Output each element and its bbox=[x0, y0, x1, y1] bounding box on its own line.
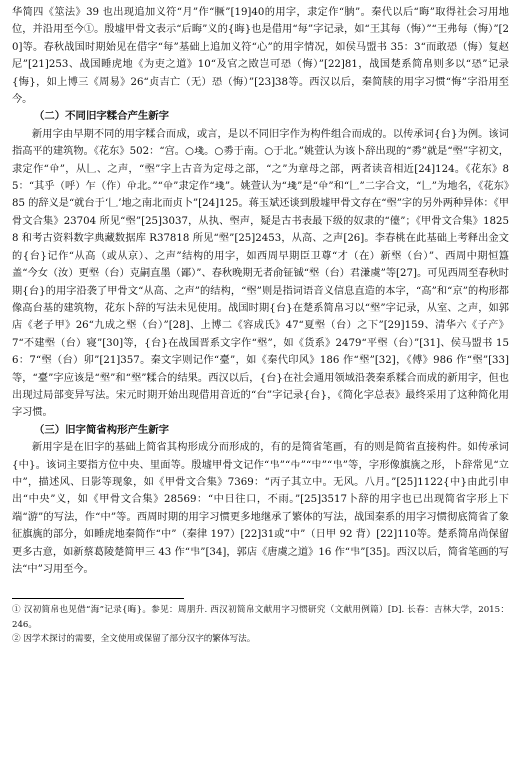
footnote: ② 因学术探讨的需要，全文使用或保留了部分汉字的繁体写法。 bbox=[12, 634, 256, 645]
section-heading: （三）旧字简省构形产生新字 bbox=[34, 423, 170, 436]
footnote-divider bbox=[12, 598, 184, 599]
body-paragraph: 新用字是在旧字的基础上简省其构形成分而形成的，有的是简省笔画，有的则是简省直接构件。如传承词{中}。该词主要指方位中央、里面等。殷墟甲骨文记作“𠁧”“𠁩”“𠁦”“𠁧”等，字形像旗旐之形，卜辞常见“立中”，描述风、日影等现象，如《甲骨文合集》7369：“丙子其立中。无风。八月。”[25]1122{中}由此引申出“中央”义，如《甲骨文合集》28569：“中日往口，不雨。”[25]3517卜辞的用字也已出现简省字形上下端“游”的写法，作“中”等。西周时期的用字习惯更多地继承了繁体的写法，战国秦系的用字习惯彻底简省了象征旗旐的部分，如睡虎地秦简作“中”（秦律 197）[22]31或“中”（日甲 92 背）[22]110等。楚系简帛尚保留更多古意，如新蔡葛陵楚简甲三 43 作“𠁧”[34]，郭店《唐虞之道》16 作“𠁧”[35]。西汉以后，简省笔画的写法“中”习用至今。 bbox=[12, 442, 509, 575]
spacer bbox=[12, 578, 509, 592]
section-heading: （二）不同旧字糅合产生新字 bbox=[34, 110, 170, 123]
footnote: ① 汉初简帛也见借“海”记录{晦}。参见：周朋升. 西汉初简帛文献用字习惯研究（文献用例篇）[D]. 长春：吉林大学，2015：246。 bbox=[12, 605, 509, 630]
body-paragraph: 新用字由早期不同的用字糅合而成，或言，是以不同旧字作为构件组合而成的。以传承词{台}为例。该词指高平的建筑物。《花东》502：“宫。○𡍌。○𠢏于南。○于北。”姚萱认为该卜辞出现的“𠢏”就是“𡎺”字初文，隶定作“𠔈”，从𠃊、之声，“𡎺”字上古音为定母之部，“之”为章母之部，两者读音相近[24]124。《花东》85：“其乎（呼）乍（作）𠔈北。”“𠔈”隶定作“𡍌”。姚萱认为“𡍌”是“𠔈”和“𠃊”二字合文，“𠃊”为地名，《花东》85 的辞义是“就台于‘𠃊’地之南北而贞卜”[24]125。蒋玉斌还谈到殷墟甲骨文存在“𡎺”字的另外两种异体：《甲骨文合集》23704 所见“𡎺”[25]3037，从执、𡎺声，疑是古书表最下级的奴隶的“儓”；《甲骨文合集》18258 和考古资料数字典藏数据库 R37818 所见“𡎺”[25]2453，从高、之声[26]。李春桃在此基础上考释出金文的{台}记作“从高（或从京）、之声”结构的用字，如西周早期臣卫尊“才（在）新𡎺（台）”、西周中期恒簋盖“今女（汝）更𡎺（台）克嗣直墨（鄙）”、春秋晚期无者俞钲铖“𡎺（台）君溓虞”等[27]。可见西周至春秋时期{台}的用字沿袭了甲骨文“从高、之声”的结构，“𡎺”则是指词语音义信息直造的本字，“高”和“京”的构形都像高台基的建筑物，花东卜辞的写法未见使用。战国时期{台}在楚系简帛习以“𡎺”字记录，从室、之声，如郭店《老子甲》26“九成之𡎺（台）”[28]、上博二《容成氏》47“夏𡎺（台）之下”[29]159、清华六《子产》7“不建𡎺（台）寝”[30]等，{台}在战国晋系文字作“𡎺”，如《货系》2479“平𡎺（台）”[31]、侯马盟书 156：7“𡎺（台）卯”[21]357。秦文字则记作“臺”，如《秦代印风》186 作“𡎺”[32]，《傅》986 作“𡎺”[33]等，“臺”字应该是“𡎺”和“𡎺”糅合的结果。西汉以后，{台}在社会通用领域沿袭秦系糅合而成的新用字，但也出现过局部变异写法。宋元时期开始出现借用音近的“台”字记录{台}，《简化字总表》最终采用了这种简化用字习惯。 bbox=[12, 128, 509, 419]
body-paragraph: 华简四《筮法》39 也出现追加义符“月”作“𦠑”[19]40的用字，隶定作“朒”。秦代以后“晦”取得社会习用地位，并沿用至今①。殷墟甲骨文表示“后晦”义的{晦}也是借用“每”字记录，如“王其每（悔）”“王弗每（悔）”[20]等。春秋战国时期始见在借字“每”基础上追加义符“心”的用字情况，如侯马盟书 35：3“而敢𢙷（悔）复赵尼”[21]253、战国睡虎地《为吏之道》10“及官之敃岂可𢙷（悔）”[22]81，战国楚系简帛则多以“𢙷”记录{悔}，如上博三《周易》26“贞吉亡（无）𢙷（悔）”[23]38等。西汉以后，秦简牍的用字习惯“悔”字沿用至今。 bbox=[12, 7, 509, 106]
